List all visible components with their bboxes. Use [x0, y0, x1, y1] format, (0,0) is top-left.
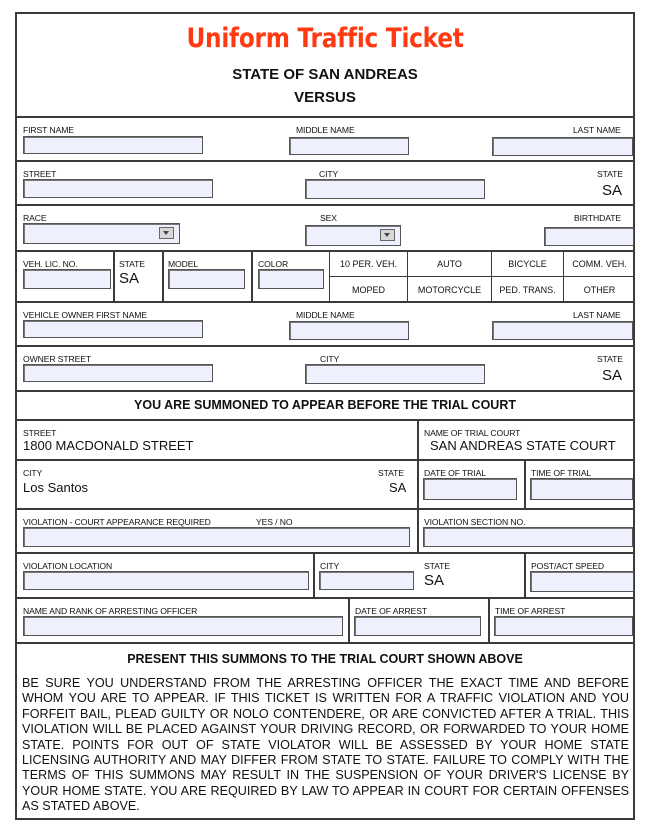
- veh-state-value: SA: [119, 270, 140, 287]
- date-of-arrest-field[interactable]: [354, 616, 481, 636]
- court-name-value: SAN ANDREAS STATE COURT: [430, 438, 616, 453]
- vehicle-type-bicycle[interactable]: BICYCLE: [508, 259, 547, 269]
- owner-last-name-field[interactable]: [492, 321, 633, 340]
- court-street-label: STREET: [23, 428, 57, 438]
- model-label: MODEL: [168, 259, 199, 269]
- divider: [313, 552, 315, 597]
- officer-field[interactable]: [23, 616, 343, 636]
- color-label: COLOR: [258, 259, 289, 269]
- court-street-value: 1800 MACDONALD STREET: [23, 438, 194, 453]
- violation-appearance-field[interactable]: [23, 527, 410, 547]
- last-name-label: LAST NAME: [573, 125, 621, 135]
- date-of-arrest-label: DATE OF ARREST: [355, 606, 427, 616]
- divider: [162, 250, 164, 301]
- court-city-label: CITY: [23, 468, 43, 478]
- divider: [15, 508, 635, 510]
- veh-lic-field[interactable]: [23, 269, 111, 289]
- owner-street-label: OWNER STREET: [23, 354, 92, 364]
- vehicle-type-comm-veh[interactable]: COMM. VEH.: [572, 259, 627, 269]
- court-city-value: Los Santos: [23, 480, 89, 495]
- violation-city-label: CITY: [320, 561, 340, 571]
- owner-city-label: CITY: [320, 354, 340, 364]
- date-of-trial-field[interactable]: [423, 478, 517, 500]
- first-name-label: FIRST NAME: [23, 125, 74, 135]
- last-name-field[interactable]: [492, 137, 633, 156]
- time-of-trial-field[interactable]: [530, 478, 633, 500]
- divider: [15, 642, 635, 644]
- race-label: RACE: [23, 213, 47, 223]
- divider: [15, 160, 635, 162]
- race-dropdown[interactable]: [23, 223, 180, 244]
- divider: [15, 116, 635, 118]
- violation-state-label: STATE: [424, 561, 450, 571]
- form-title: Uniform Traffic Ticket: [186, 23, 464, 54]
- notice-body: BE SURE YOU UNDERSTAND FROM THE ARRESTING OFFICER THE EXACT TIME AND BEFORE WHOM YOU ARE TO APPEAR. IF THIS TICKET IS WRITTEN FOR A TRAFFIC VIOLATION AND YOU FORFEIT BAIL, PLEAD GUILTY OR NOLO CONTENDERE, OR ARE CONVICTED AFTER A TRIAL. THIS VIOLATION WILL BE PLACED AGAINST YOUR DRIVING RECORD, OR FORWARDED TO YOUR HOME STATE. POINTS FOR OUT OF STATE VIOLATOR WILL BE ASSESSED BY YOUR HOME STATE LICENSING AUTHORITY AND MAY DIFFER FROM STATE TO STATE. FAILURE TO COMPLY WITH THE TERMS OF THIS SUMMONS MAY RESULT IN THE SUSPENSION OF YOUR DRIVER'S LICENSE BY YOUR HOME STATE. YOU ARE REQUIRED BY LAW TO APPEAR IN COURT FOR CERTAIN OFFENSES AS STATED ABOVE.: [22, 676, 629, 814]
- street-label: STREET: [23, 169, 57, 179]
- first-name-field[interactable]: [23, 136, 203, 154]
- color-field[interactable]: [258, 269, 324, 289]
- state-label: STATE: [597, 169, 623, 179]
- violation-appearance-label: VIOLATION - COURT APPEARANCE REQUIRED: [23, 517, 211, 527]
- birthdate-label: BIRTHDATE: [574, 213, 622, 223]
- divider: [488, 597, 490, 642]
- divider: [15, 552, 635, 554]
- divider: [113, 250, 115, 301]
- form-subtitle-versus: VERSUS: [294, 89, 356, 106]
- owner-middle-name-label: MIDDLE NAME: [296, 310, 355, 320]
- veh-lic-label: VEH. LIC. NO.: [23, 259, 78, 269]
- owner-street-field[interactable]: [23, 364, 213, 382]
- time-of-trial-label: TIME OF TRIAL: [531, 468, 592, 478]
- yes-no-label: YES / NO: [256, 517, 293, 527]
- owner-city-field[interactable]: [305, 364, 485, 384]
- vehicle-type-other[interactable]: OTHER: [583, 285, 616, 295]
- divider: [251, 250, 253, 301]
- court-state-label: STATE: [378, 468, 404, 478]
- city-field[interactable]: [305, 179, 485, 199]
- summons-banner: YOU ARE SUMMONED TO APPEAR BEFORE THE TRIAL COURT: [134, 398, 516, 412]
- court-name-label: NAME OF TRIAL COURT: [424, 428, 521, 438]
- divider: [15, 301, 635, 303]
- vehicle-type-ped-trans[interactable]: PED. TRANS.: [499, 285, 556, 295]
- middle-name-field[interactable]: [289, 137, 409, 155]
- divider: [15, 345, 635, 347]
- divider: [524, 552, 526, 597]
- vehicle-type-auto[interactable]: AUTO: [437, 259, 462, 269]
- violation-location-field[interactable]: [23, 571, 309, 590]
- chevron-down-icon[interactable]: [380, 229, 395, 241]
- street-field[interactable]: [23, 179, 213, 198]
- speed-label: POST/ACT SPEED: [531, 561, 604, 571]
- vehicle-type-motorcycle[interactable]: MOTORCYCLE: [417, 285, 482, 295]
- divider: [15, 390, 635, 392]
- violation-city-field[interactable]: [319, 571, 414, 590]
- speed-field[interactable]: [530, 571, 634, 592]
- birthdate-field[interactable]: [544, 227, 634, 246]
- middle-name-label: MIDDLE NAME: [296, 125, 355, 135]
- owner-state-value: SA: [602, 367, 623, 384]
- notice-heading: PRESENT THIS SUMMONS TO THE TRIAL COURT SHOWN ABOVE: [127, 652, 523, 666]
- time-of-arrest-field[interactable]: [494, 616, 633, 636]
- owner-state-label: STATE: [597, 354, 623, 364]
- divider: [15, 597, 635, 599]
- divider: [348, 597, 350, 642]
- time-of-arrest-label: TIME OF ARREST: [495, 606, 566, 616]
- vehicle-type-10-per-veh[interactable]: 10 PER. VEH.: [339, 259, 398, 269]
- vehicle-type-moped[interactable]: MOPED: [351, 285, 385, 295]
- owner-first-name-field[interactable]: [23, 320, 203, 338]
- divider: [524, 459, 526, 508]
- divider: [329, 276, 635, 277]
- owner-middle-name-field[interactable]: [289, 321, 409, 340]
- divider: [15, 204, 635, 206]
- violation-location-label: VIOLATION LOCATION: [23, 561, 113, 571]
- veh-state-label: STATE: [119, 259, 145, 269]
- sex-dropdown[interactable]: [305, 225, 401, 246]
- divider: [15, 250, 635, 252]
- owner-last-name-label: LAST NAME: [573, 310, 621, 320]
- chevron-down-icon[interactable]: [159, 227, 174, 239]
- state-value: SA: [602, 182, 623, 199]
- violation-section-field[interactable]: [423, 527, 633, 547]
- model-field[interactable]: [168, 269, 245, 289]
- officer-label: NAME AND RANK OF ARRESTING OFFICER: [23, 606, 198, 616]
- violation-state-value: SA: [424, 572, 445, 589]
- owner-first-name-label: VEHICLE OWNER FIRST NAME: [23, 310, 147, 320]
- city-label: CITY: [319, 169, 339, 179]
- divider: [15, 459, 635, 461]
- form-subtitle-state: STATE OF SAN ANDREAS: [232, 66, 418, 83]
- date-of-trial-label: DATE OF TRIAL: [424, 468, 486, 478]
- divider: [15, 419, 635, 421]
- court-state-value: SA: [389, 480, 407, 495]
- sex-label: SEX: [320, 213, 337, 223]
- violation-section-label: VIOLATION SECTION NO.: [424, 517, 526, 527]
- divider: [417, 419, 419, 552]
